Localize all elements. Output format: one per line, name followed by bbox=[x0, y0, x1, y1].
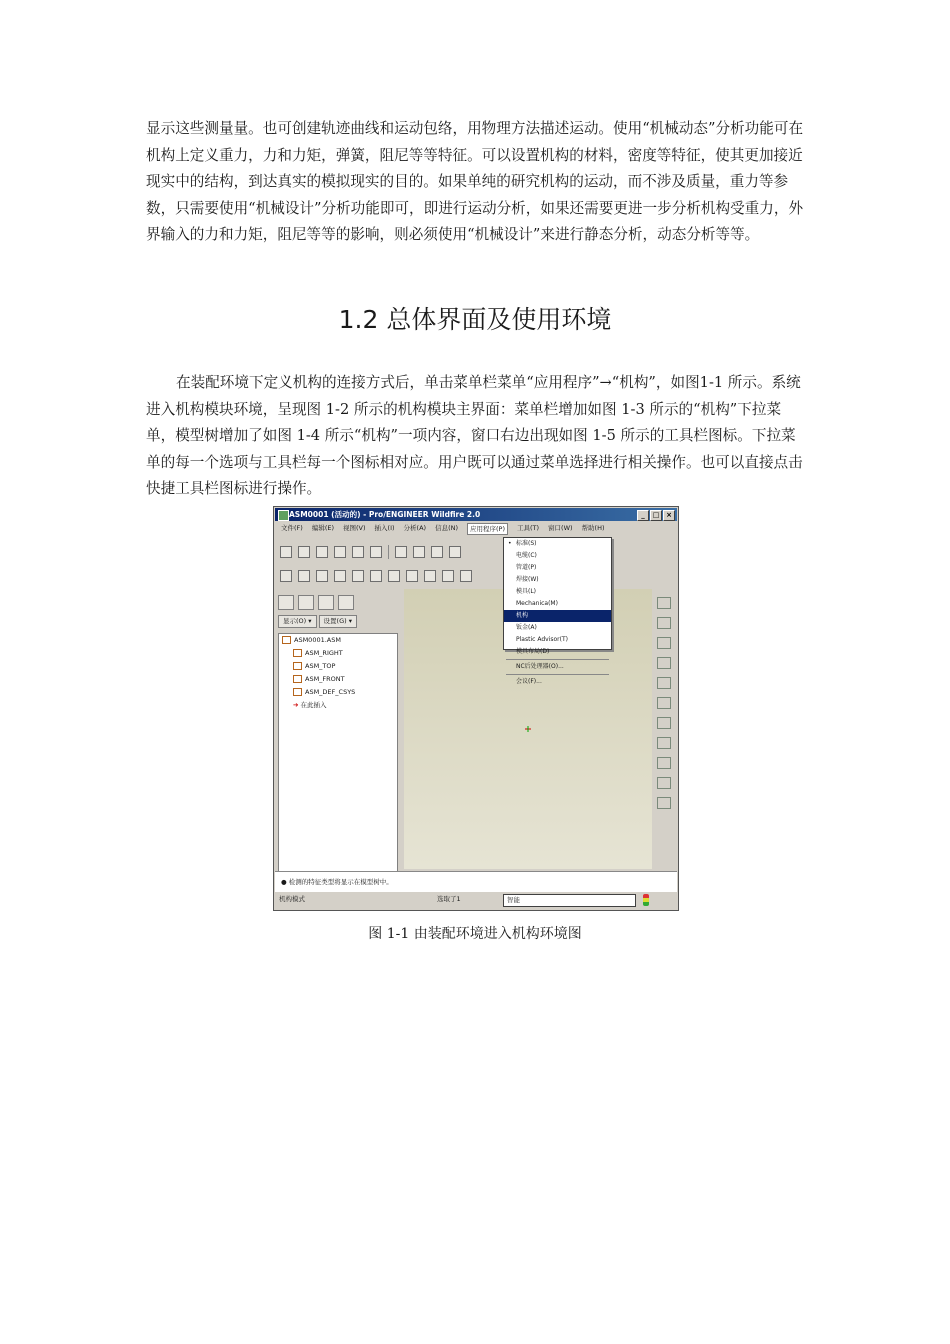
menu-tools[interactable]: 工具(T) bbox=[517, 524, 540, 532]
maximize-icon[interactable]: □ bbox=[650, 510, 662, 521]
tree-item-top[interactable]: ASM_TOP bbox=[279, 660, 397, 673]
applications-dropdown-menu bbox=[503, 537, 612, 685]
chamfer-icon[interactable] bbox=[657, 697, 671, 709]
save-icon[interactable] bbox=[316, 546, 328, 558]
tree-item-csys[interactable]: ASM_DEF_CSYS bbox=[279, 686, 397, 699]
layers-icon[interactable] bbox=[442, 570, 454, 582]
view-manager-icon[interactable] bbox=[460, 570, 472, 582]
sketch-curve-icon[interactable] bbox=[449, 546, 461, 558]
body-paragraph: 在装配环境下定义机构的连接方式后，单击菜单栏菜单“应用程序”→“机构”，如图1-1 所示。系统进入机构模块环境，呈现图 1-2 所示的机构模块主界面：菜单栏增加如图 1-3 所示的“机构”下拉菜单，模型树增加了如图 1-4 所示“机构”一项内容，窗口右边出现如图 1-5 所示的工具栏图标。下拉菜单的每一个选项与工具栏每一个图标相对应。用户既可以通过菜单选择进行相关操作。也可以直接点击快捷工具栏图标进行操作。 bbox=[146, 374, 803, 497]
figure-caption: 图 1-1 由装配环境进入机构环境图 bbox=[368, 926, 582, 942]
refit-icon[interactable] bbox=[388, 570, 400, 582]
window-title: ASM0001 (活动的) - Pro/ENGINEER Wildfire 2.0 bbox=[289, 510, 481, 519]
print-icon[interactable] bbox=[334, 546, 346, 558]
menu-item-standard[interactable]: • 标准(S) bbox=[508, 540, 537, 547]
show-dropdown[interactable]: 显示(O) ▾ bbox=[278, 615, 317, 628]
view-toolbar bbox=[280, 567, 472, 585]
send-icon[interactable] bbox=[352, 546, 364, 558]
menu-item-nc-post[interactable]: NC后处理器(O)... bbox=[516, 663, 564, 670]
app-icon bbox=[278, 510, 289, 521]
tree-item-front[interactable]: ASM_FRONT bbox=[279, 673, 397, 686]
status-bar bbox=[275, 892, 677, 908]
main-toolbar bbox=[280, 543, 461, 561]
message-area: ● 检测的特征类型将显示在模型树中。 bbox=[275, 871, 677, 892]
menu-file[interactable]: 文件(F) bbox=[281, 524, 303, 532]
spin-center-icon[interactable] bbox=[298, 570, 310, 582]
menubar bbox=[275, 522, 677, 535]
pan-icon[interactable] bbox=[334, 570, 346, 582]
pattern-icon[interactable] bbox=[657, 737, 671, 749]
menu-item-sheetmetal[interactable]: 钣金(A) bbox=[516, 624, 537, 631]
tree-item-right[interactable]: ASM_RIGHT bbox=[279, 647, 397, 660]
favorites-tab[interactable] bbox=[318, 595, 334, 610]
folder-browser-tab[interactable] bbox=[298, 595, 314, 610]
zoom-in-icon[interactable] bbox=[352, 570, 364, 582]
selection-count: 选取了1 bbox=[437, 895, 461, 903]
reorient-icon[interactable] bbox=[406, 570, 418, 582]
menu-item-mold-layout[interactable]: 模具布局(D) bbox=[516, 648, 550, 655]
menu-help[interactable]: 帮助(H) bbox=[581, 524, 605, 532]
tree-item-insert-here[interactable]: ➔ 在此插入 bbox=[293, 701, 327, 709]
menu-item-mechanism[interactable]: 机构 bbox=[504, 610, 611, 622]
tree-item-asm[interactable]: ASM0001.ASM bbox=[279, 634, 397, 647]
settings-dropdown[interactable]: 设置(G) ▾ bbox=[319, 615, 357, 628]
saved-views-icon[interactable] bbox=[424, 570, 436, 582]
menu-insert[interactable]: 插入(I) bbox=[374, 524, 395, 532]
menu-item-cabling[interactable]: 电缆(C) bbox=[516, 552, 537, 559]
intro-paragraph: 显示这些测量量。也可创建轨迹曲线和运动包络，用物理方法描述运动。使用“机械动态”分析功能可在机构上定义重力，力和力矩，弹簧，阻尼等等特征。可以设置机构的材料，密度等特征，使其更加接近现实中的结构，到达真实的模拟现实的目的。如果单纯的研究机构的运动，而不涉及质量，重力等参数，只需要使用“机械设计”分析功能即可，即进行运动分析，如果还需要更进一步分析机构受重力，外界输入的力和力矩，阻尼等等的影响，则必须使用“机械设计”来进行静态分析，动态分析等等。 bbox=[146, 120, 804, 243]
repaint-icon[interactable] bbox=[280, 570, 292, 582]
merge-icon[interactable] bbox=[657, 777, 671, 789]
proe-screenshot-figure bbox=[273, 506, 679, 911]
csys-icon bbox=[524, 725, 532, 733]
mechanism-tool-icon[interactable] bbox=[657, 597, 671, 609]
menu-view[interactable]: 视图(V) bbox=[343, 524, 366, 532]
model-tree-tab[interactable] bbox=[278, 595, 294, 610]
create-component-icon[interactable] bbox=[657, 637, 671, 649]
trim-icon[interactable] bbox=[657, 797, 671, 809]
menu-item-conference[interactable]: 会议(F)... bbox=[516, 678, 542, 685]
new-icon[interactable] bbox=[280, 546, 292, 558]
navigator-panel bbox=[278, 595, 398, 875]
menu-item-mold[interactable]: 模具(L) bbox=[516, 588, 537, 595]
hole-icon[interactable] bbox=[657, 657, 671, 669]
draft-icon[interactable] bbox=[657, 717, 671, 729]
selection-filter-select[interactable]: 智能 bbox=[503, 894, 636, 907]
orient-icon[interactable] bbox=[316, 570, 328, 582]
right-toolbar bbox=[654, 589, 674, 869]
close-icon[interactable]: × bbox=[663, 510, 675, 521]
mirror-icon[interactable] bbox=[657, 757, 671, 769]
datum-point-icon[interactable] bbox=[431, 546, 443, 558]
menu-item-piping[interactable]: 管道(P) bbox=[516, 564, 537, 571]
menu-analysis[interactable]: 分析(A) bbox=[403, 524, 427, 532]
regen-status-icon bbox=[643, 894, 649, 906]
zoom-out-icon[interactable] bbox=[370, 570, 382, 582]
menu-item-plastic-advisor[interactable]: Plastic Advisor(T) bbox=[516, 636, 568, 643]
regenerate-icon[interactable] bbox=[370, 546, 382, 558]
model-tree bbox=[278, 633, 398, 877]
datum-plane-icon[interactable] bbox=[413, 546, 425, 558]
minimize-icon[interactable]: _ bbox=[637, 510, 649, 521]
menu-info[interactable]: 信息(N) bbox=[435, 524, 458, 532]
menu-item-mechanica[interactable]: Mechanica(M) bbox=[516, 600, 558, 607]
section-heading: 1.2 总体界面及使用环境 bbox=[338, 305, 612, 334]
menu-window[interactable]: 窗口(W) bbox=[548, 524, 573, 532]
open-icon[interactable] bbox=[298, 546, 310, 558]
mode-label: 机构模式 bbox=[279, 895, 305, 903]
menu-item-welding[interactable]: 焊接(W) bbox=[516, 576, 539, 583]
menu-applications[interactable]: 应用程序(P) bbox=[467, 523, 508, 535]
assemble-icon[interactable] bbox=[657, 617, 671, 629]
round-icon[interactable] bbox=[657, 677, 671, 689]
datum-axis-icon[interactable] bbox=[395, 546, 407, 558]
connections-tab[interactable] bbox=[338, 595, 354, 610]
window-titlebar bbox=[275, 508, 677, 521]
menu-edit[interactable]: 编辑(E) bbox=[311, 524, 334, 532]
